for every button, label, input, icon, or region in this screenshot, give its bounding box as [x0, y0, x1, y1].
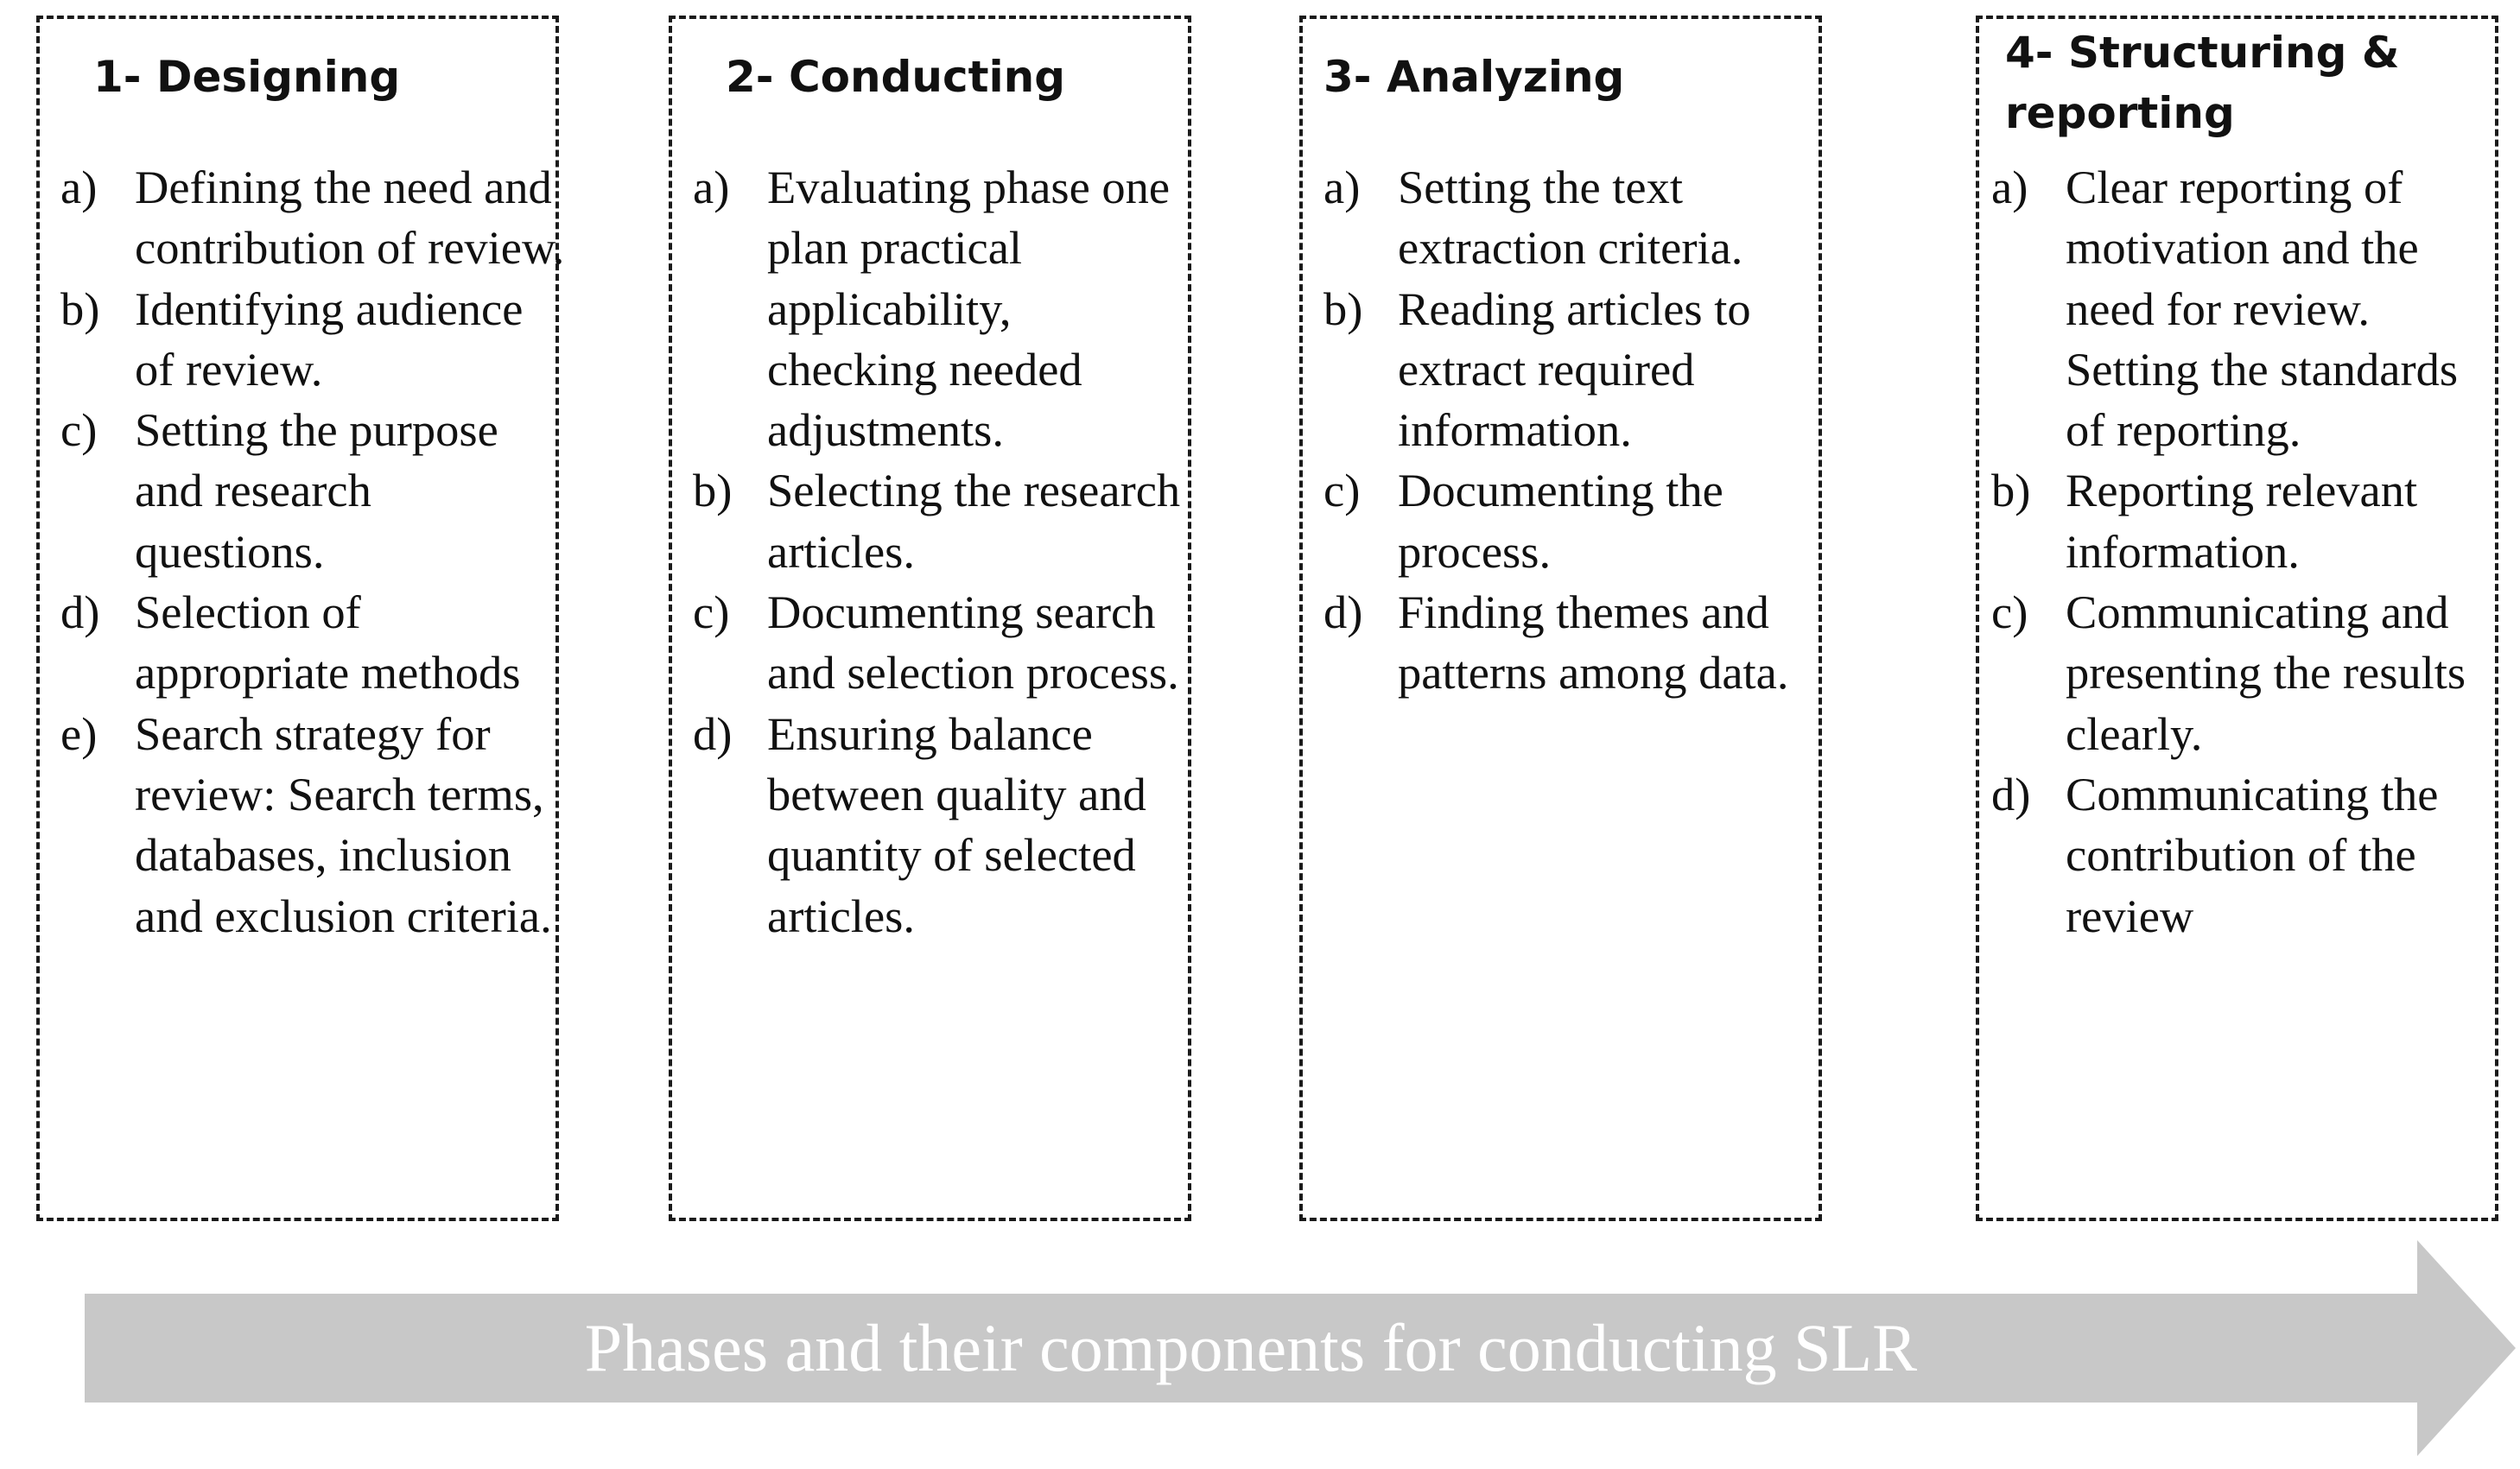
- phase-item-list: [1323, 157, 1825, 704]
- list-item: [1323, 157, 1825, 279]
- list-item: [60, 157, 566, 279]
- list-item: [1991, 157, 2501, 460]
- item-letter: c): [60, 403, 98, 457]
- list-item: [1991, 764, 2501, 947]
- item-letter: d): [1991, 767, 2031, 820]
- item-text: Identifying audience of review.: [135, 282, 524, 396]
- phase-title: 1- Designing: [93, 52, 401, 102]
- phase-item-list: [1991, 157, 2501, 947]
- item-letter: a): [60, 161, 98, 213]
- phase-item-list: [60, 157, 566, 947]
- item-letter: b): [60, 282, 100, 335]
- list-item: [1991, 582, 2501, 764]
- item-text: Search strategy for review: Search terms, databases, inclusion and exclusion criteria.: [135, 706, 552, 942]
- item-letter: d): [1323, 586, 1363, 639]
- item-letter: a): [1323, 161, 1361, 213]
- item-text: Reading articles to extract required information.: [1398, 282, 1751, 457]
- list-item: [1323, 279, 1825, 461]
- list-item: [60, 279, 566, 401]
- list-item: [693, 704, 1185, 947]
- item-text: Selection of appropriate methods: [135, 586, 521, 700]
- phase-box-designing: [36, 16, 565, 1221]
- phases-arrow: [85, 1240, 2516, 1456]
- item-text: Evaluating phase one plan practical applicability, checking needed adjustments.: [767, 161, 1171, 457]
- item-text: Defining the need and contribution of review.: [135, 161, 565, 275]
- list-item: [1991, 460, 2501, 582]
- item-text: Finding themes and patterns among data.: [1398, 586, 1789, 700]
- item-text: Communicating and presenting the results clearly.: [2066, 586, 2466, 760]
- list-item: [60, 704, 566, 947]
- item-letter: e): [60, 706, 98, 760]
- phase-box-structuring-reporting: [1976, 16, 2498, 1221]
- list-item: [693, 157, 1185, 460]
- phase-item-list: [693, 157, 1185, 947]
- item-text: Clear reporting of motivation and the need for review. Setting the standards of reporting.: [2066, 161, 2459, 457]
- list-item: [693, 460, 1185, 582]
- phase-title: 4- Structuring & reporting: [2005, 28, 2400, 138]
- phase-box-conducting: [669, 16, 1191, 1221]
- item-letter: b): [1991, 464, 2031, 517]
- list-item: [693, 582, 1185, 704]
- item-letter: a): [693, 161, 730, 213]
- item-text: Setting the text extraction criteria.: [1398, 161, 1743, 275]
- arrow-caption: Phases and their components for conducting SLR: [584, 1310, 1918, 1385]
- item-letter: c): [693, 586, 730, 639]
- list-item: [60, 582, 566, 704]
- item-letter: d): [60, 586, 100, 639]
- item-text: Documenting the process.: [1398, 464, 1723, 578]
- item-text: Documenting search and selection process.: [767, 586, 1179, 700]
- item-text: Communicating the contribution of the review: [2066, 767, 2439, 942]
- item-text: Reporting relevant information.: [2066, 464, 2418, 578]
- item-letter: d): [693, 706, 733, 760]
- item-letter: c): [1991, 586, 2028, 639]
- item-letter: c): [1323, 464, 1361, 517]
- list-item: [1323, 582, 1825, 704]
- phase-title: 2- Conducting: [726, 52, 1066, 102]
- item-text: Ensuring balance between quality and quantity of selected articles.: [767, 706, 1146, 942]
- item-letter: a): [1991, 161, 2028, 213]
- item-letter: b): [693, 464, 733, 517]
- phase-title: 3- Analyzing: [1323, 52, 1625, 102]
- item-letter: b): [1323, 282, 1363, 335]
- list-item: [1323, 460, 1825, 582]
- item-text: Selecting the research articles.: [767, 464, 1181, 578]
- phase-box-analyzing: [1299, 16, 1822, 1221]
- item-text: Setting the purpose and research questions.: [135, 403, 498, 578]
- list-item: [60, 400, 566, 582]
